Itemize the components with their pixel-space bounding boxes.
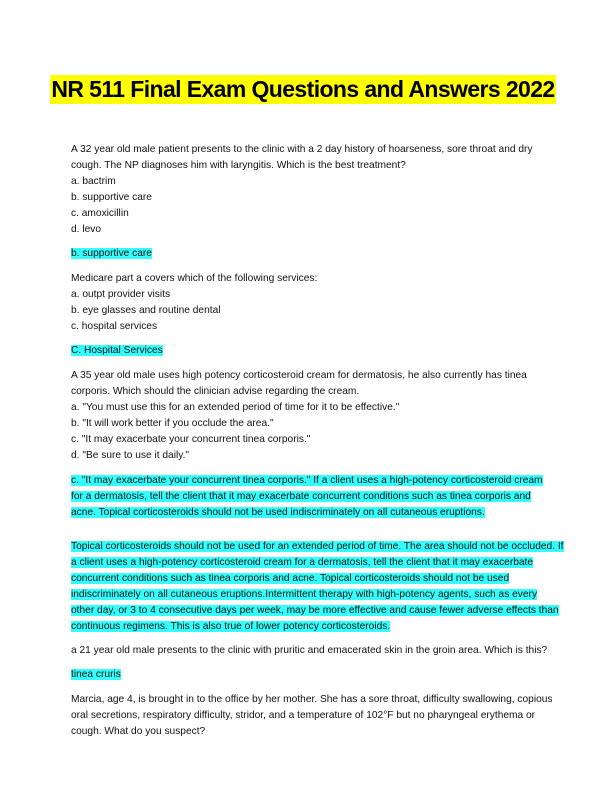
answer-highlight: acne. Topical corticosteroids should not be used indiscriminately on all cutaneous eruptions. xyxy=(71,507,485,518)
option-a: a. outpt provider visits xyxy=(71,289,171,300)
title-container xyxy=(0,75,606,104)
option-d: d. "Be sure to use it daily." xyxy=(71,450,190,461)
option-c: c. "It may exacerbate your concurrent tinea corporis." xyxy=(71,434,311,445)
answer-highlight: a client uses a high-potency corticosteroid cream for a dermatosis, tell the client that it may exacerbate xyxy=(71,557,534,568)
answer-highlight: concurrent conditions such as tinea corporis and acne. Topical corticosteroids should not be used xyxy=(71,573,510,584)
question-text: cough. What do you suspect? xyxy=(71,726,206,737)
answer-highlight: other day, or 3 to 4 consecutive days per week, may be more effective and cause fewer adverse effects than xyxy=(71,605,559,616)
option-a: a. bactrim xyxy=(71,176,116,187)
answer-highlight: continuous regimens. This is also true of lower potency corticosteroids. xyxy=(71,621,391,632)
answer-highlight: tinea cruris xyxy=(71,669,121,680)
answer-1 xyxy=(71,246,541,262)
question-text: a 21 year old male presents to the clinic with pruritic and emacerated skin in the groin area. Which is this? xyxy=(71,645,548,656)
option-d: d. levo xyxy=(71,224,102,235)
page-title: NR 511 Final Exam Questions and Answers 2022 xyxy=(51,76,555,102)
answer-highlight: b. supportive care xyxy=(71,248,152,259)
question-5 xyxy=(71,692,553,740)
question-1 xyxy=(71,142,541,238)
question-text: Medicare part a covers which of the following services: xyxy=(71,273,318,284)
option-c: c. amoxicillin xyxy=(71,208,129,219)
question-2 xyxy=(71,271,541,335)
option-c: c. hospital services xyxy=(71,321,158,332)
question-text: Marcia, age 4, is brought in to the office by her mother. She has a sore throat, difficulty swallowing, copious xyxy=(71,694,553,705)
option-b: b. supportive care xyxy=(71,192,152,203)
option-a: a. "You must use this for an extended period of time for it to be effective." xyxy=(71,402,400,413)
answer-highlight: for a dermatosis, tell the client that it may exacerbate concurrent conditions such as tinea corporis and xyxy=(71,491,531,502)
answer-highlight: c. "It may exacerbate your concurrent tinea corporis." If a client uses a high-potency corticosteroid cream xyxy=(71,475,543,486)
answer-3-explanation xyxy=(71,539,564,635)
answer-highlight: Topical corticosteroids should not be used for an extended period of time. The area should not be occluded. If xyxy=(71,541,564,552)
question-text: A 32 year old male patient presents to the clinic with a 2 day history of hoarseness, sore throat and dry xyxy=(71,144,533,155)
answer-4 xyxy=(71,667,541,683)
question-text: A 35 year old male uses high potency corticosteroid cream for dermatosis, he also currently has tinea xyxy=(71,370,527,381)
option-b: b. "It will work better if you occlude the area." xyxy=(71,418,274,429)
question-text: cough. The NP diagnoses him with laryngitis. Which is the best treatment? xyxy=(71,160,406,171)
answer-3-summary xyxy=(71,473,541,521)
answer-highlight: C. Hospital Services xyxy=(71,345,163,356)
answer-2 xyxy=(71,343,541,359)
question-3 xyxy=(71,368,541,464)
document-body xyxy=(71,142,564,740)
answer-highlight: indiscriminately on all cutaneous eruptions.Intermittent therapy with high-potency agents, such as every xyxy=(71,589,538,600)
option-b: b. eye glasses and routine dental xyxy=(71,305,221,316)
question-text: corporis. Which should the clinician advise regarding the cream. xyxy=(71,386,360,397)
question-text: oral secretions, respiratory difficulty, stridor, and a temperature of 102°F but no pharyngeal erythema or xyxy=(71,710,536,721)
question-4 xyxy=(71,643,548,659)
